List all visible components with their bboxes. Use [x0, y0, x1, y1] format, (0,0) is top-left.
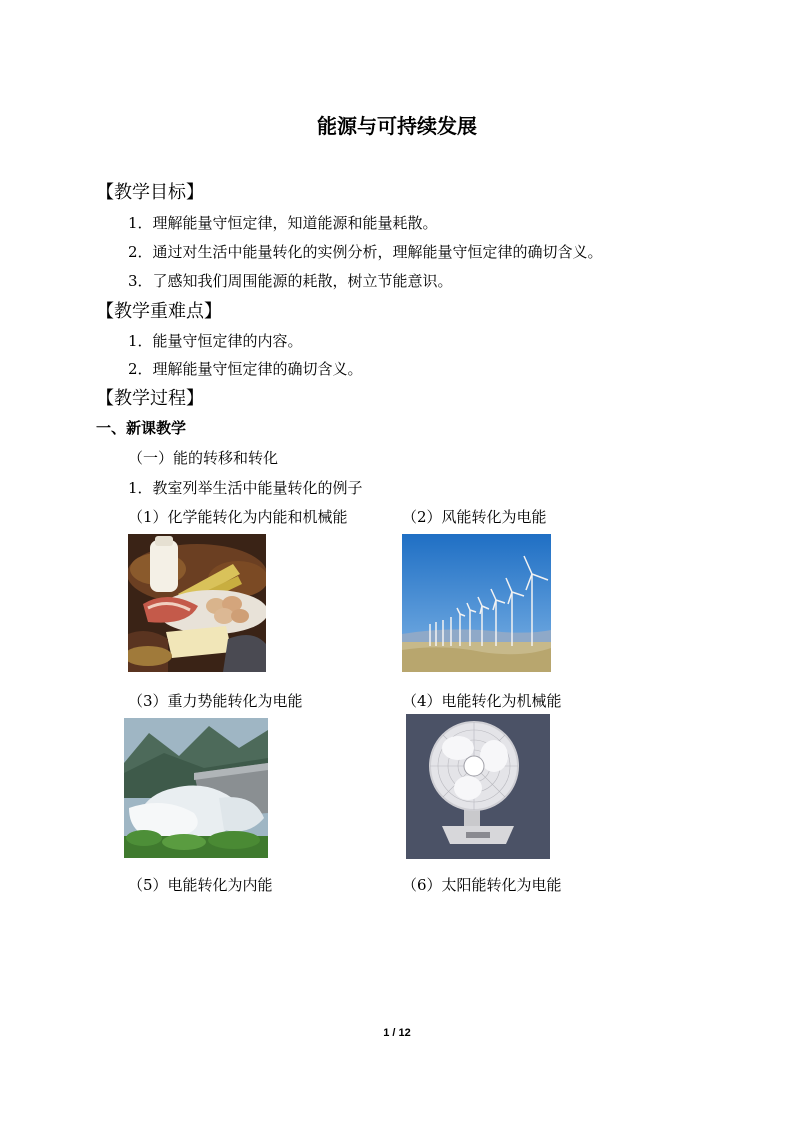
caption-5: （5）电能转化为内能: [128, 876, 273, 894]
keypoint-item-1: 1．能量守恒定律的内容。: [128, 332, 303, 350]
caption-2: （2）风能转化为电能: [402, 508, 547, 526]
section-heading-keypoints: 【教学重难点】: [96, 301, 222, 322]
part-heading: 一、新课教学: [96, 419, 187, 437]
caption-6: （6）太阳能转化为电能: [402, 876, 562, 894]
goal-item-1: 1．理解能量守恒定律，知道能源和能量耗散。: [128, 214, 438, 232]
page-number: 1 / 12: [383, 1027, 411, 1039]
goal-item-2: 2．通过对生活中能量转化的实例分析，理解能量守恒定律的确切含义。: [128, 243, 603, 261]
section-heading-goals: 【教学目标】: [96, 182, 204, 203]
page-title: 能源与可持续发展: [317, 114, 477, 138]
caption-4: （4）电能转化为机械能: [402, 692, 562, 710]
caption-1: （1）化学能转化为内能和机械能: [128, 508, 348, 526]
goal-item-3: 3．了感知我们周围能源的耗散，树立节能意识。: [128, 272, 453, 290]
wind-turbines-image: [402, 534, 551, 672]
food-image: [128, 534, 266, 672]
section-heading-process: 【教学过程】: [96, 388, 204, 409]
keypoint-item-2: 2．理解能量守恒定律的确切含义。: [128, 360, 363, 378]
hydro-dam-image: [124, 718, 268, 858]
electric-fan-image: [406, 714, 550, 859]
caption-3: （3）重力势能转化为电能: [128, 692, 303, 710]
subsection-heading: （一）能的转移和转化: [128, 449, 279, 467]
step-heading: 1．教室列举生活中能量转化的例子: [128, 479, 363, 497]
